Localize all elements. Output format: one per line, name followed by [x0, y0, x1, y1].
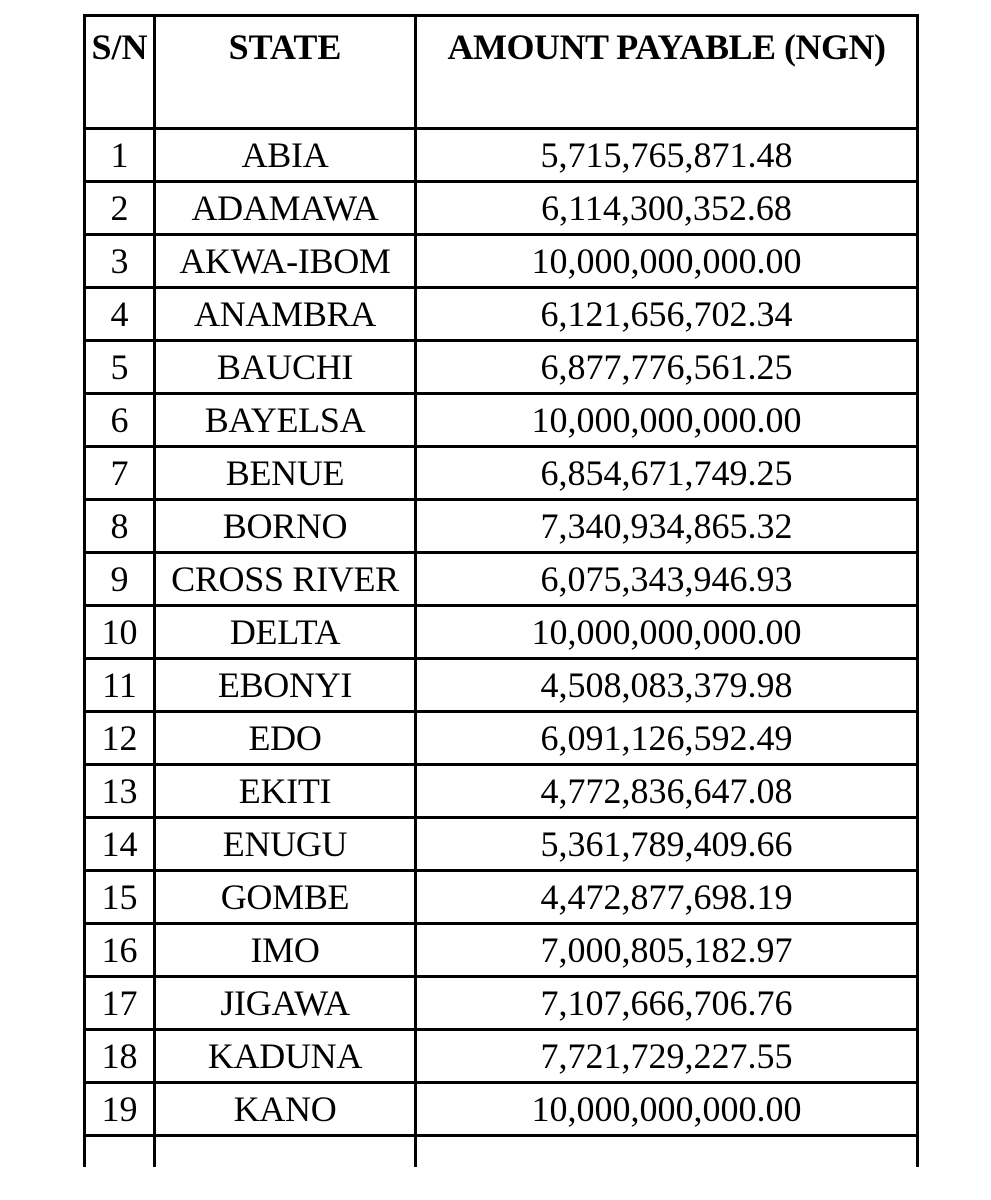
header-row: [85, 16, 918, 129]
sn-cell: 12: [85, 712, 155, 765]
amount-cell: 7,000,805,182.97: [416, 924, 918, 977]
amount-cell: 7,107,666,706.76: [416, 977, 918, 1030]
amount-cell: 5,361,789,409.66: [416, 818, 918, 871]
amount-cell: 6,854,671,749.25: [416, 447, 918, 500]
sn-cell: 18: [85, 1030, 155, 1083]
sn-cell: 8: [85, 500, 155, 553]
amount-cell: 7,340,934,865.32: [416, 500, 918, 553]
table-row: [85, 924, 918, 977]
sn-cell: 9: [85, 553, 155, 606]
amount-cell: 7,721,729,227.55: [416, 1030, 918, 1083]
sn-cell: 16: [85, 924, 155, 977]
state-cell: DELTA: [155, 606, 416, 659]
state-cell: IMO: [155, 924, 416, 977]
sn-cell: 4: [85, 288, 155, 341]
amount-cell: 10,000,000,000.00: [416, 1083, 918, 1136]
amount-cell: 6,114,300,352.68: [416, 182, 918, 235]
sn-cell: 13: [85, 765, 155, 818]
table-row: [85, 182, 918, 235]
sn-cell: 17: [85, 977, 155, 1030]
table-row: [85, 288, 918, 341]
state-cell: BAUCHI: [155, 341, 416, 394]
sn-cell-empty: [85, 1136, 155, 1168]
header-state: STATE: [155, 16, 416, 129]
table-row: [85, 235, 918, 288]
state-cell: CROSS RIVER: [155, 553, 416, 606]
sn-cell: 3: [85, 235, 155, 288]
state-cell: BENUE: [155, 447, 416, 500]
state-cell: AKWA-IBOM: [155, 235, 416, 288]
table-row: [85, 500, 918, 553]
amount-cell-empty: [416, 1136, 918, 1168]
amount-cell: 10,000,000,000.00: [416, 606, 918, 659]
amount-cell: 10,000,000,000.00: [416, 235, 918, 288]
state-cell: EKITI: [155, 765, 416, 818]
sn-cell: 15: [85, 871, 155, 924]
sn-cell: 11: [85, 659, 155, 712]
sn-cell: 5: [85, 341, 155, 394]
table-row: [85, 129, 918, 182]
table-row: [85, 553, 918, 606]
amount-cell: 6,121,656,702.34: [416, 288, 918, 341]
state-cell-empty: [155, 1136, 416, 1168]
table-header: [85, 16, 918, 129]
sn-cell: 6: [85, 394, 155, 447]
state-cell: ABIA: [155, 129, 416, 182]
state-cell: ENUGU: [155, 818, 416, 871]
table-row: [85, 871, 918, 924]
sn-cell: 19: [85, 1083, 155, 1136]
sn-cell: 7: [85, 447, 155, 500]
header-amount-payable: AMOUNT PAYABLE (NGN): [416, 16, 918, 129]
amount-payable-table: [83, 14, 919, 1167]
amount-cell: 4,472,877,698.19: [416, 871, 918, 924]
state-cell: EBONYI: [155, 659, 416, 712]
table-row: [85, 818, 918, 871]
amount-cell: 6,091,126,592.49: [416, 712, 918, 765]
amount-cell: 4,772,836,647.08: [416, 765, 918, 818]
table-body: [85, 129, 918, 1168]
table-row: [85, 447, 918, 500]
amount-cell: 6,075,343,946.93: [416, 553, 918, 606]
state-cell: KANO: [155, 1083, 416, 1136]
state-cell: BORNO: [155, 500, 416, 553]
table-row: [85, 341, 918, 394]
state-cell: KADUNA: [155, 1030, 416, 1083]
state-cell: EDO: [155, 712, 416, 765]
sn-cell: 2: [85, 182, 155, 235]
amount-cell: 6,877,776,561.25: [416, 341, 918, 394]
table-row: [85, 1030, 918, 1083]
header-sn: S/N: [85, 16, 155, 129]
sn-cell: 14: [85, 818, 155, 871]
amount-cell: 10,000,000,000.00: [416, 394, 918, 447]
state-cell: ANAMBRA: [155, 288, 416, 341]
table-row: [85, 394, 918, 447]
table-row: [85, 977, 918, 1030]
table-row-cut-off: [85, 1136, 918, 1168]
state-cell: GOMBE: [155, 871, 416, 924]
amount-cell: 5,715,765,871.48: [416, 129, 918, 182]
sn-cell: 10: [85, 606, 155, 659]
state-cell: BAYELSA: [155, 394, 416, 447]
table-row: [85, 659, 918, 712]
table-row: [85, 1083, 918, 1136]
table-row: [85, 712, 918, 765]
table-row: [85, 765, 918, 818]
sn-cell: 1: [85, 129, 155, 182]
amount-cell: 4,508,083,379.98: [416, 659, 918, 712]
table-row: [85, 606, 918, 659]
state-cell: JIGAWA: [155, 977, 416, 1030]
state-cell: ADAMAWA: [155, 182, 416, 235]
